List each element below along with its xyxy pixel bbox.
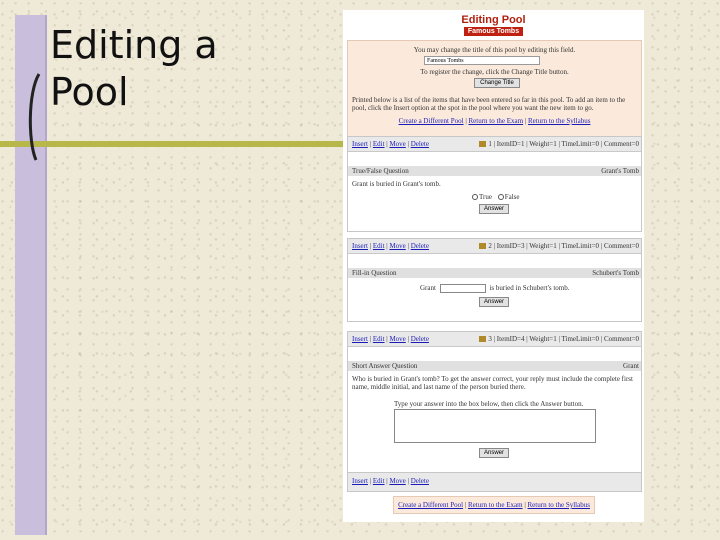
edit-link[interactable]: Edit [372,335,385,343]
create-pool-link[interactable]: Create a Different Pool [398,501,464,509]
delete-link[interactable]: Delete [410,477,429,485]
item-type-row [348,166,641,176]
fill-in-input[interactable] [440,284,486,293]
item-toolbar: Insert | Edit | Move | Delete 1 | ItemID=1 | Weight=1 | TimeLimit=0 | Comment=0 [348,137,641,152]
editing-pool-screenshot [343,10,644,522]
footer-links: Create a Different Pool | Return to the Exam | Return to the Syllabus [393,496,595,514]
item-type: Short Answer Question [352,362,418,370]
change-title-button[interactable]: Change Title [474,78,520,88]
item-question: Who is buried in Grant's tomb? To get the answer correct, your reply must include the complete first name, middle initial, and last name of the person buried there. [352,375,633,391]
return-syllabus-link[interactable]: Return to the Syllabus [528,117,591,125]
register-instruction: To register the change, click the Change Title button. [420,68,569,76]
answer-prompt: Type your answer into the box below, then click the Answer button. [394,400,584,408]
change-title-instruction: You may change the title of this pool by editing this field. [413,46,576,54]
insert-link[interactable]: Insert [352,335,368,343]
pool-item [347,238,642,322]
edit-link[interactable]: Edit [372,477,385,485]
edit-link[interactable]: Edit [372,242,385,250]
page-header [343,10,644,44]
intro-panel [347,40,642,140]
delete-link[interactable]: Delete [410,140,429,148]
answer-button[interactable]: Answer [479,448,509,458]
false-radio[interactable] [498,194,504,200]
item-type-row [348,361,641,371]
fill-in-row: Grant is buried in Schubert's tomb. [420,284,570,293]
edit-link[interactable]: Edit [372,140,385,148]
item-type-row [348,268,641,278]
insert-link[interactable]: Insert [352,140,368,148]
move-link[interactable]: Move [389,140,406,148]
intro-links: Create a Different Pool | Return to the Exam | Return to the Syllabus [398,117,591,125]
answer-button[interactable]: Answer [479,297,509,307]
create-pool-link[interactable]: Create a Different Pool [398,117,464,125]
item-title: Schubert's Tomb [592,269,639,277]
pencil-icon [479,141,486,147]
return-exam-link[interactable]: Return to the Exam [467,501,523,509]
pool-item [347,136,642,232]
bracket-icon [24,72,46,162]
answer-textarea[interactable] [394,409,596,443]
pencil-icon [479,243,486,249]
answer-button[interactable]: Answer [479,204,509,214]
insert-link[interactable]: Insert [352,477,368,485]
item-toolbar: Insert | Edit | Move | Delete 3 | ItemID=4 | Weight=1 | TimeLimit=0 | Comment=0 [348,332,641,347]
bottom-item-toolbar: Insert | Edit | Move | Delete [347,472,642,492]
pool-name-badge: Famous Tombs [464,27,523,36]
delete-link[interactable]: Delete [410,335,429,343]
delete-link[interactable]: Delete [410,242,429,250]
pool-instructions: Printed below is a list of the items that have been entered so far in this pool. To add an item to the pool, click the Insert option at the spot in the pool where you want the new item to go. [352,96,626,112]
item-type: True/False Question [352,167,409,175]
true-false-options: True False [472,193,520,201]
item-question: Grant is buried in Grant's tomb. [352,180,441,188]
move-link[interactable]: Move [389,242,406,250]
slide-title: Editing a Pool [50,23,218,114]
item-type: Fill-in Question [352,269,397,277]
item-title: Grant [623,362,639,370]
return-syllabus-link[interactable]: Return to the Syllabus [527,501,590,509]
move-link[interactable]: Move [389,335,406,343]
pool-item [347,331,642,473]
document-icon [479,336,486,342]
item-meta: 2 | ItemID=3 | Weight=1 | TimeLimit=0 | Comment=0 [479,242,639,250]
item-meta: 1 | ItemID=1 | Weight=1 | TimeLimit=0 | Comment=0 [479,140,639,148]
true-radio[interactable] [472,194,478,200]
insert-link[interactable]: Insert [352,242,368,250]
item-title: Grant's Tomb [601,167,639,175]
item-meta: 3 | ItemID=4 | Weight=1 | TimeLimit=0 | Comment=0 [479,335,639,343]
move-link[interactable]: Move [389,477,406,485]
return-exam-link[interactable]: Return to the Exam [468,117,524,125]
pool-title-input[interactable] [424,56,540,65]
slide-horizontal-rule [0,141,343,147]
item-toolbar: Insert | Edit | Move | Delete 2 | ItemID=3 | Weight=1 | TimeLimit=0 | Comment=0 [348,239,641,254]
page-title: Editing Pool [461,14,526,26]
